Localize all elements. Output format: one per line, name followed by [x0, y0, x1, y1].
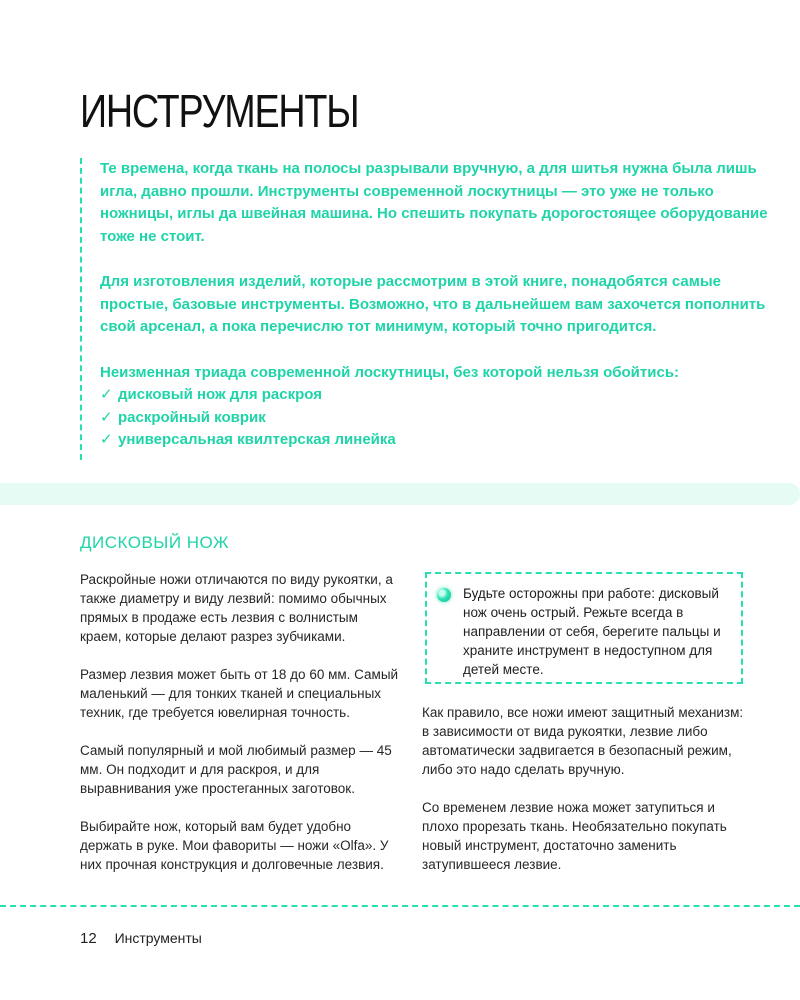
body-paragraph: Как правило, все ножи имеют защитный механизм: в зависимости от вида рукоятки, лезвие либо автоматически задвигается в безопасный режим, либо это надо сделать вручную. [422, 705, 744, 777]
intro-paragraph: Для изготовления изделий, которые рассмотрим в этой книге, понадобятся самые простые, базовые инструменты. Возможно, что в дальнейшем вам захочется пополнить свой арсенал, а пока перечислю тот минимум, который точно пригодится. [100, 273, 766, 335]
check-icon: ✓ [100, 386, 113, 403]
tool-list [100, 384, 770, 452]
running-title: Инструменты [114, 930, 202, 946]
body-paragraph: Раскройные ножи отличаются по виду рукоятки, а также диаметру и виду лезвий: помимо обычных прямых в продаже есть лезвия с волнистым краем, которые делают разрез зубчиками. [80, 572, 393, 644]
body-paragraph: Со временем лезвие ножа может затупиться и плохо прорезать ткань. Необязательно покупать новый инструмент, достаточно заменить затупившееся лезвие. [422, 800, 727, 872]
body-paragraph: Выбирайте нож, который вам будет удобно держать в руке. Мои фавориты — ножи «Olfa». У них прочная конструкция и долговечные лезвия. [80, 819, 389, 872]
list-item: ✓ дисковый нож для раскроя [100, 384, 770, 407]
note-text: Будьте осторожны при работе: дисковый нож очень острый. Режьте всегда в направлении от себя, берегите пальцы и храните инструмент в недоступном для детей месте. [463, 586, 721, 677]
body-paragraph: Самый популярный и мой любимый размер — 45 мм. Он подходит и для раскроя, и для выравнивания уже простеганных заготовок. [80, 743, 392, 796]
page-number: 12 [80, 930, 97, 947]
check-icon: ✓ [100, 431, 113, 448]
page-title: ИНСТРУМЕНТЫ [80, 85, 359, 137]
right-column [422, 703, 752, 893]
decorative-band [0, 483, 800, 505]
list-lead: Неизменная триада современной лоскутницы, без которой нельзя обойтись: [100, 363, 680, 381]
page-footer [80, 930, 202, 947]
check-icon: ✓ [100, 408, 113, 426]
body-paragraph: Размер лезвия может быть от 18 до 60 мм. Самый маленький — для тонких тканей и специальных техник, где требуется ювелирная точность. [80, 667, 399, 720]
intro-paragraph: Те времена, когда ткань на полосы разрывали вручную, а для шитья нужна была лишь игла, давно прошли. Инструменты современной лоскутницы — это уже не только ножницы, иглы да швейная машина. Но спешить покупать дорогостоящее оборудование тоже не стоит. [100, 160, 768, 245]
warning-note [425, 572, 743, 684]
list-item: ✓ раскройный коврик [100, 407, 770, 430]
left-column [80, 570, 400, 893]
bullet-dot-icon [437, 588, 451, 602]
section-heading: ДИСКОВЫЙ НОЖ [80, 533, 230, 552]
footer-divider [0, 905, 800, 907]
list-item: ✓ универсальная квилтерская линейка [100, 429, 770, 452]
intro-block [80, 158, 770, 460]
